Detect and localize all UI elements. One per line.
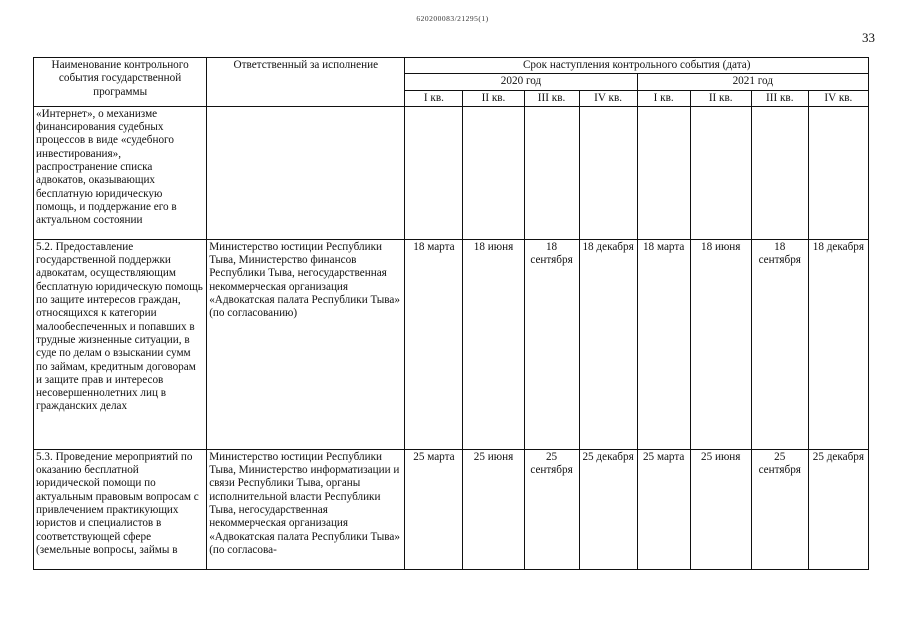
event-date	[751, 106, 808, 239]
header-quarter: III кв.	[751, 90, 808, 106]
page-number: 33	[862, 30, 875, 45]
document-id: 620200083/21295(1)	[416, 14, 489, 23]
event-date: 25 марта	[637, 449, 690, 569]
event-date: 25 марта	[405, 449, 463, 569]
header-responsible: Ответственный за исполнение	[207, 58, 405, 107]
header-quarter: IV кв.	[579, 90, 637, 106]
event-date: 25 декабря	[579, 449, 637, 569]
header-program: Наименование контрольного события государственной программы	[34, 58, 207, 107]
event-date: 25 сентября	[751, 449, 808, 569]
event-date: 25 июня	[690, 449, 751, 569]
header-quarter: I кв.	[405, 90, 463, 106]
table-row	[34, 239, 869, 449]
event-date	[690, 106, 751, 239]
event-name: 5.2. Предоставление государственной поддержки адвокатам, осуществляющим бесплатную юридическую помощь по защите интересов граждан, относящихся к категории малообеспеченных и попавших в трудные жизненные ситуации, в суде по делам о взыскании сумм по займам, кредитным договорам и защите прав и интересов несовершеннолетних лиц в гражданских делах	[34, 239, 207, 449]
header-quarter: I кв.	[637, 90, 690, 106]
event-date: 18 декабря	[808, 239, 868, 449]
event-date: 25 сентября	[524, 449, 579, 569]
event-name: «Интернет», о механизме финансирования судебных процессов в виде «судебного инвестирования», распространение списка адвокатов, оказывающих бесплатную юридическую помощь, и поддержание его в актуальном состоянии	[34, 106, 207, 239]
event-date: 18 декабря	[579, 239, 637, 449]
event-date: 18 июня	[690, 239, 751, 449]
table-row	[34, 106, 869, 239]
header-quarter: III кв.	[524, 90, 579, 106]
event-date: 18 марта	[637, 239, 690, 449]
event-date: 18 сентября	[751, 239, 808, 449]
control-events-table	[33, 57, 869, 570]
event-name: 5.3. Проведение мероприятий по оказанию бесплатной юридической помощи по актуальным правовым вопросам с привлечением практикующих юристов и специалистов в соответствующей сфере (земельные вопросы, займы в	[34, 449, 207, 569]
event-date	[524, 106, 579, 239]
event-date	[405, 106, 463, 239]
header-quarter: II кв.	[690, 90, 751, 106]
header-deadline: Срок наступления контрольного события (дата)	[405, 58, 869, 74]
event-date	[579, 106, 637, 239]
event-responsible	[207, 106, 405, 239]
event-responsible: Министерство юстиции Республики Тыва, Министерство информатизации и связи Республики Тыва, органы исполнительной власти Республики Тыва, негосударственная некоммерческая организация «Адвокатская палата Республики Тыва» (по согласова-	[207, 449, 405, 569]
header-year-2021: 2021 год	[637, 74, 868, 90]
event-date: 25 декабря	[808, 449, 868, 569]
event-date	[637, 106, 690, 239]
event-date: 18 июня	[463, 239, 524, 449]
header-quarter: II кв.	[463, 90, 524, 106]
header-quarter: IV кв.	[808, 90, 868, 106]
event-date: 25 июня	[463, 449, 524, 569]
event-date: 18 марта	[405, 239, 463, 449]
event-date: 18 сентября	[524, 239, 579, 449]
event-date	[463, 106, 524, 239]
event-responsible: Министерство юстиции Республики Тыва, Министерство финансов Республики Тыва, негосударственная некоммерческая организация «Адвокатская палата Республики Тыва» (по согласованию)	[207, 239, 405, 449]
event-date	[808, 106, 868, 239]
header-year-2020: 2020 год	[405, 74, 637, 90]
table-row	[34, 449, 869, 569]
